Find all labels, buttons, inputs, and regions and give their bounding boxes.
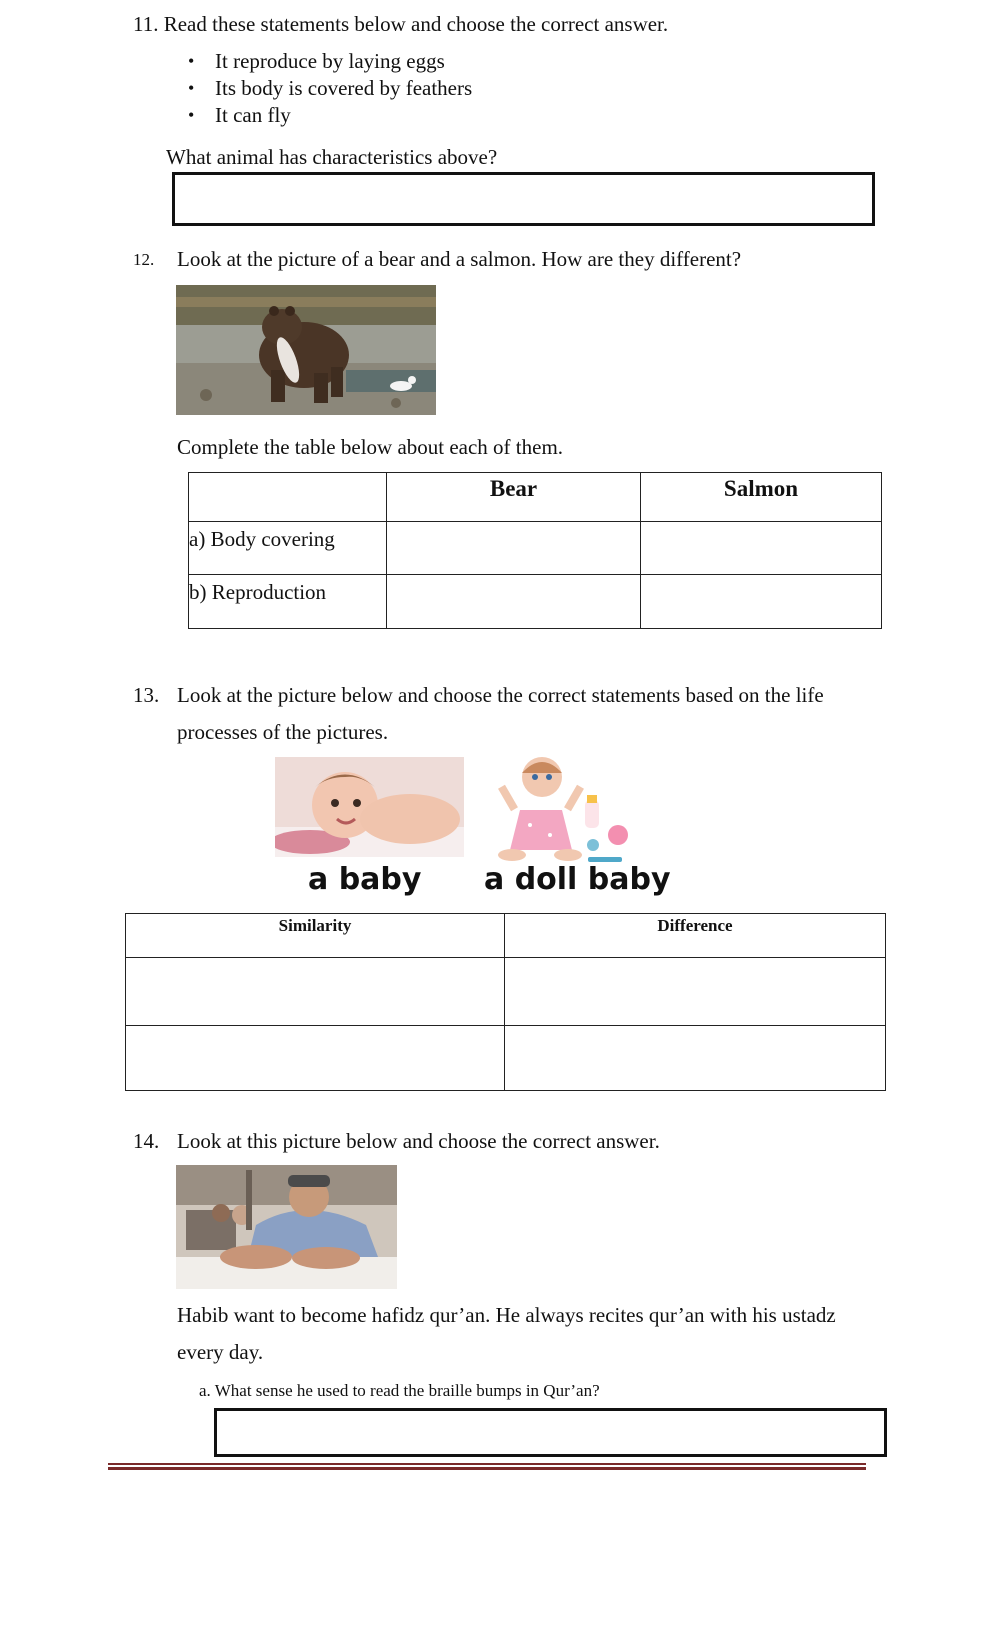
q11-number: 11. <box>133 12 159 36</box>
q14-question: Look at this picture below and choose the correct answer. <box>177 1129 660 1153</box>
doll-baby-photo <box>490 755 635 867</box>
table-row <box>126 958 886 1026</box>
bear-salmon-illustration <box>176 285 436 415</box>
baby-photo <box>275 757 464 857</box>
q12-table <box>188 472 882 629</box>
table-header-bear: Bear <box>387 473 641 522</box>
row-label-reproduction: b) Reproduction <box>189 575 387 629</box>
table-row <box>189 522 882 575</box>
q12-instruction: Complete the table below about each of them. <box>177 435 564 459</box>
q14-story-line1: Habib want to become hafidz qur’an. He always recites qur’an with his ustadz <box>177 1303 836 1327</box>
q11-heading <box>133 12 668 37</box>
answer-cell[interactable] <box>126 958 505 1026</box>
q12-number: 12. <box>133 250 155 269</box>
table-header-similarity: Similarity <box>126 914 505 958</box>
table-row <box>126 1026 886 1091</box>
baby-illustration <box>275 757 464 857</box>
answer-cell[interactable] <box>387 575 641 629</box>
q13-question-line2: processes of the pictures. <box>177 720 389 744</box>
bear-salmon-photo <box>176 285 436 415</box>
doll-illustration <box>490 755 635 867</box>
answer-cell[interactable] <box>126 1026 505 1091</box>
q14-number: 14. <box>133 1129 160 1153</box>
statement-item: • It can fly <box>215 102 472 129</box>
answer-cell[interactable] <box>641 575 882 629</box>
braille-reader-photo <box>176 1165 397 1289</box>
q11-prompt: What animal has characteristics above? <box>166 145 498 169</box>
row-label-body-covering: a) Body covering <box>189 522 387 575</box>
answer-cell[interactable] <box>641 522 882 575</box>
table-header-salmon: Salmon <box>641 473 882 522</box>
caption-baby: a baby <box>308 862 422 897</box>
answer-cell[interactable] <box>505 1026 886 1091</box>
q13-number: 13. <box>133 683 160 707</box>
table-header-row <box>189 473 882 522</box>
q12-question: Look at the picture of a bear and a salmon. How are they different? <box>177 247 742 271</box>
statement-item: • It reproduce by laying eggs <box>215 48 472 75</box>
table-header-row <box>126 914 886 958</box>
q11-answer-box[interactable] <box>172 172 875 226</box>
footer-divider-top <box>108 1463 866 1465</box>
q11-statements <box>215 48 472 129</box>
q14-story-line2: every day. <box>177 1340 264 1364</box>
q14-answer-box[interactable] <box>214 1408 887 1457</box>
answer-cell[interactable] <box>387 522 641 575</box>
table-header-empty <box>189 473 387 522</box>
caption-doll-baby: a doll baby <box>484 862 671 897</box>
q13-table <box>125 913 886 1091</box>
q14-sub-question-a: a. What sense he used to read the braille bumps in Qur’an? <box>199 1381 600 1400</box>
table-header-difference: Difference <box>505 914 886 958</box>
answer-cell[interactable] <box>505 958 886 1026</box>
q13-question-line1: Look at the picture below and choose the correct statements based on the life <box>177 683 824 707</box>
braille-reader-illustration <box>176 1165 397 1289</box>
statement-item: • Its body is covered by feathers <box>215 75 472 102</box>
footer-divider-bottom <box>108 1467 866 1470</box>
table-row <box>189 575 882 629</box>
q11-question: Read these statements below and choose the correct answer. <box>163 12 669 36</box>
